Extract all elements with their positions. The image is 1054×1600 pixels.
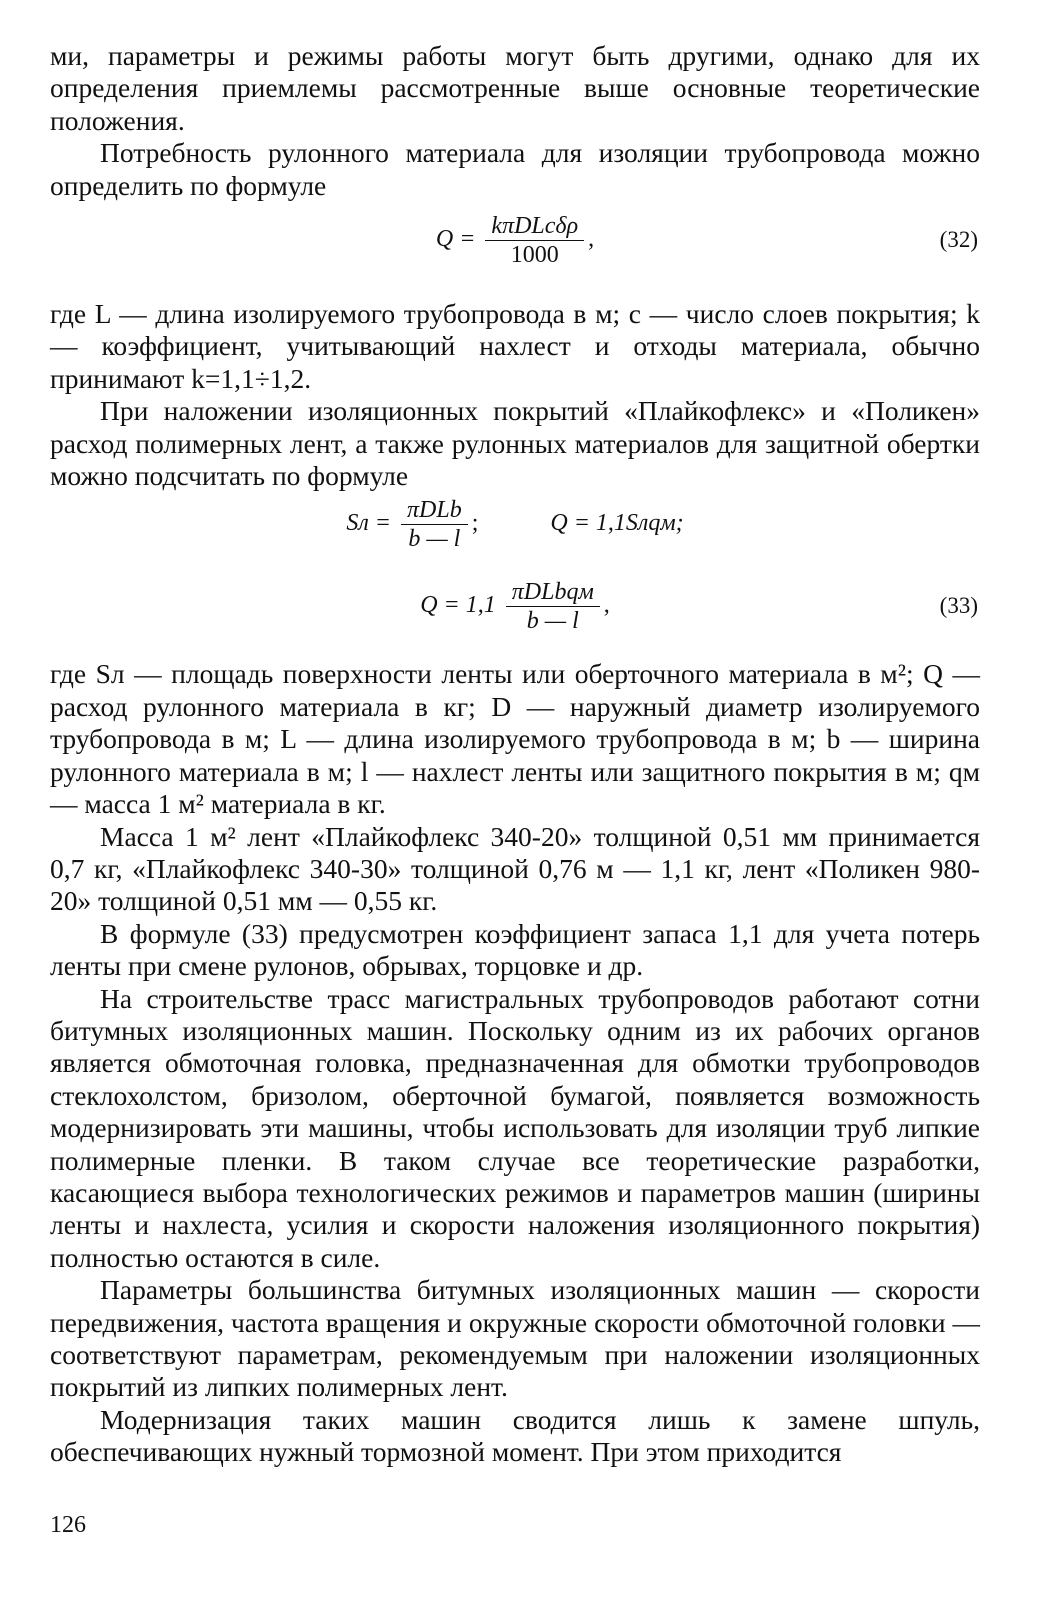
- paragraph-5: где Sл — площадь поверхности ленты или оберточного материала в м²; Q — расход рулонного материала в кг; D — наружный диаметр изолируемого трубопровода в м; L — длина изолируемого трубопровода в м; b — ширина рулонного материала в м; l — нахлест ленты или защитного покрытия в м; qм — масса 1 м² материала в кг.: [50, 658, 980, 820]
- formula-32-tail: ,: [588, 226, 595, 253]
- formula-32-lhs: Q =: [435, 226, 476, 253]
- formula-33a-tail: ;: [471, 510, 479, 537]
- formula-33c-lhs: Q = 1,1: [420, 592, 496, 619]
- paragraph-9: Параметры большинства битумных изоляционных машин — скорости передвижения, частота вращения и окружные скорости обмоточной головки — соответствуют параметрам, рекомендуемым при наложении изоляционных покрытий из липких полимерных лент.: [50, 1274, 980, 1403]
- paragraph-3: где L — длина изолируемого трубопровода в м; c — число слоев покрытия; k — коэффициент, учитывающий нахлест и отходы материала, обычно принимают k=1,1÷1,2.: [50, 298, 980, 394]
- formula-33-number: (33): [939, 593, 978, 619]
- formula-32-fraction: [485, 212, 584, 269]
- page-body: [50, 40, 980, 1469]
- formula-33a-numerator: πDLb: [401, 496, 468, 525]
- formula-33: [50, 492, 980, 658]
- formula-33a-fraction: [401, 496, 468, 553]
- paragraph-8: На строительстве трасс магистральных трубопроводов работают сотни битумных изоляционных машин. Поскольку одним из их рабочих органов является обмоточная головка, предназначенная для обмотки трубопроводов стеклохолстом, бризолом, оберточной бумагой, появляется возможность модернизировать эти машины, чтобы использовать для изоляции труб липкие полимерные пленки. В таком случае все теоретические разработки, касающиеся выбора технологических режимов и параметров машин (ширины ленты и нахлеста, усилия и скорости наложения изоляционного покрытия) полностью остаются в силе.: [50, 982, 980, 1273]
- formula-33c-tail: ,: [603, 592, 610, 619]
- formula-32-number: (32): [939, 227, 978, 253]
- formula-33a-denominator: b — l: [408, 526, 461, 553]
- paragraph-1: ми, параметры и режимы работы могут быть другими, однако для их определения приемлемы рассмотренные выше основные теоретические положения.: [50, 40, 980, 136]
- formula-32-numerator: kπDLcδρ: [485, 212, 584, 241]
- formula-33c-numerator: πDLbqм: [506, 578, 600, 607]
- formula-32-denominator: 1000: [510, 242, 559, 269]
- formula-33a-lhs: Sл =: [346, 510, 391, 537]
- paragraph-6: Масса 1 м² лент «Плайкофлекс 340-20» толщиной 0,51 мм принимается 0,7 кг, «Плайкофлекс 340-30» толщиной 0,76 м — 1,1 кг, лент «Поликен 980-20» толщиной 0,51 мм — 0,55 кг.: [50, 820, 980, 917]
- formula-32: [50, 202, 980, 298]
- paragraph-7: В формуле (33) предусмотрен коэффициент запаса 1,1 для учета потерь ленты при смене рулонов, обрывах, торцовке и др.: [50, 917, 980, 982]
- page-number: 126: [50, 1512, 86, 1538]
- paragraph-2: Потребность рулонного материала для изоляции трубопровода можно определить по формуле: [50, 137, 980, 201]
- paragraph-4: При наложении изоляционных покрытий «Плайкофлекс» и «Поликен» расход полимерных лент, а также рулонных материалов для защитной обертки можно подсчитать по формуле: [50, 395, 980, 492]
- paragraph-10: Модернизация таких машин сводится лишь к замене шпуль, обеспечивающих нужный тормозной момент. При этом приходится: [50, 1403, 980, 1468]
- formula-33c-fraction: [506, 578, 600, 635]
- formula-33b: Q = 1,1Sлqм;: [550, 510, 684, 537]
- formula-33c-denominator: b — l: [526, 608, 579, 635]
